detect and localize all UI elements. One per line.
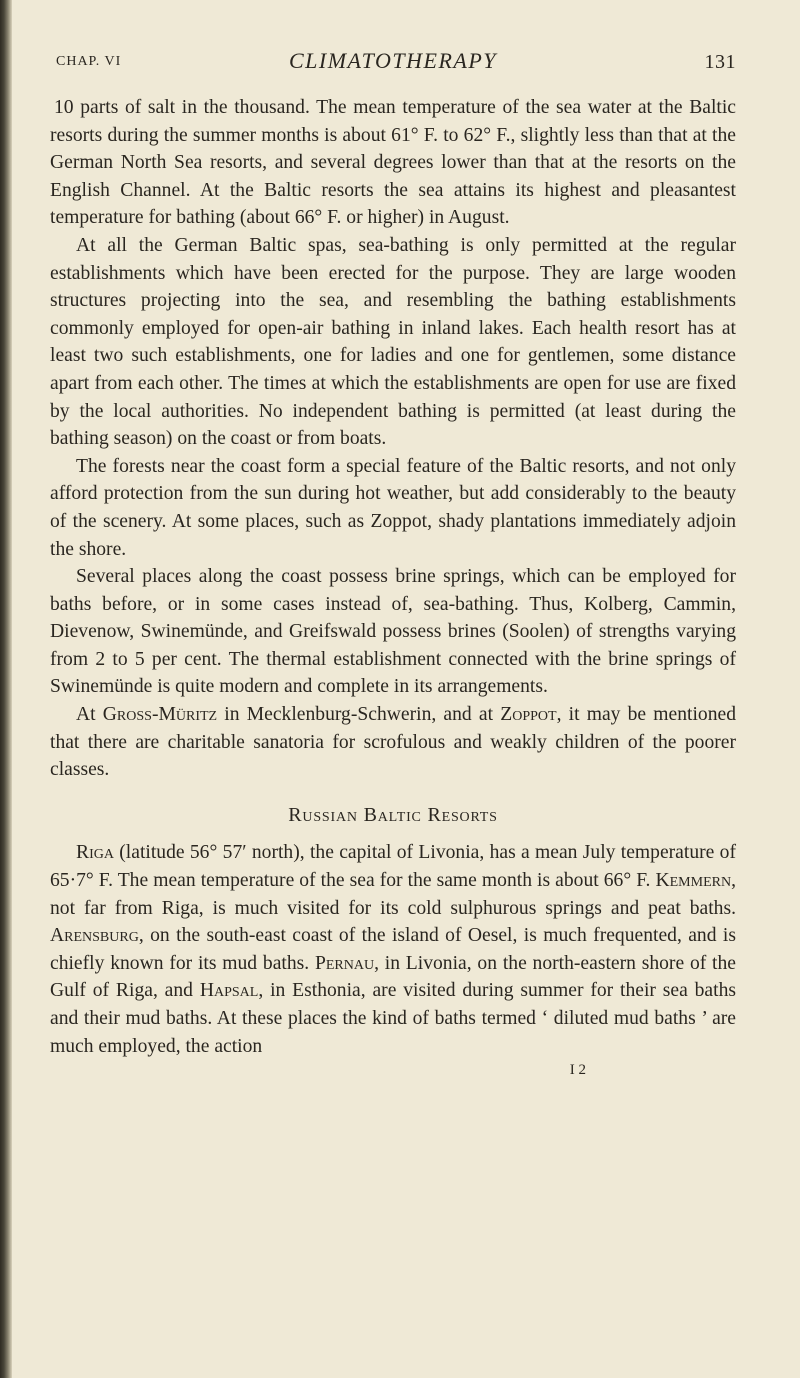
text-run: , not far from Riga, is much visited for its cold sulphurous springs and peat baths. (50, 870, 736, 919)
text-run: , it may be mentioned that there are charitable sanatoria for scrofulous and weakly children of the poorer classes. (50, 704, 736, 781)
paragraph: Several places along the coast possess brine springs, which can be employed for baths before, or in some cases instead of, sea-bathing. Thus, Kolberg, Cammin, Dievenow, Swinemünde, and Greifswald possess brines (Soolen) of strengths varying from 2 to 5 per cent. The thermal establishment connected with the brine springs of Swinemünde is quite modern and complete in its arrangements. (50, 566, 736, 698)
paragraph: At all the German Baltic spas, sea-bathing is only permitted at the regular establishments which have been erected for the purpose. They are large wooden structures projecting into the sea, and resembling the bathing establishments commonly employed for open-air bathing in inland lakes. Each health resort has at least two such establishments, one for ladies and one for gentlemen, some distance apart from each other. The times at which the establishments are open for use are fixed by the local authorities. No independent bathing is permitted (at least during the bathing season) on the coast or from boats. (50, 234, 736, 450)
signature-mark: I 2 (569, 1062, 586, 1079)
place-name: Riga (76, 842, 114, 864)
paragraph (50, 701, 736, 784)
paragraph (50, 839, 736, 1060)
text-run: in Mecklenburg-Schwerin, and at (217, 704, 501, 726)
paragraph: The forests near the coast form a special feature of the Baltic resorts, and not only afford protection from the sun during hot weather, but add considerably to the beauty of the scenery. At some places, such as Zoppot, shady plantations immediately adjoin the shore. (50, 455, 736, 560)
section-heading: Russian Baltic Resorts (288, 803, 498, 826)
place-name: Hapsal (199, 980, 259, 1002)
place-name: Zoppot (500, 704, 557, 726)
place-name: Kemmern (655, 870, 732, 892)
paragraph: 10 parts of salt in the thousand. The mean temperature of the sea water at the Baltic resorts during the summer months is about 61° F. to 62° F., slightly less than that at the German North Sea resorts, and several degrees lower than that at the resorts on the English Channel. At the Baltic resorts the sea attains its highest and pleasantest temperature for bathing (about 66° F. or higher) in August. (50, 97, 736, 229)
text-run: , on the south-east coast of the island of Oesel, is much frequented, and is chiefly known for its mud baths. (50, 925, 736, 974)
chapter-label: CHAP. VI (56, 54, 122, 69)
book-binding-edge (0, 0, 12, 1378)
place-name: Gross-Müritz (102, 704, 218, 726)
running-title: CLIMATOTHERAPY (288, 48, 498, 73)
running-header (50, 40, 736, 76)
book-page (50, 40, 736, 1080)
page-number: 131 (704, 51, 736, 73)
text-run: At (76, 704, 103, 726)
text-run: , in Livonia, on the north-eastern shore of the Gulf of Riga, and (50, 952, 736, 1002)
text-run: (latitude 56° 57′ north), the capital of Livonia, has a mean July temperature of 65·7° F. The mean temperature of the sea for the same month is about 66° F. (50, 842, 736, 892)
text-run: , in Esthonia, are visited during summer for their sea baths and their mud baths. At these places the kind of baths termed ‘ diluted mud baths ’ are much employed, the action (50, 980, 736, 1057)
place-name: Pernau (314, 952, 375, 974)
place-name: Arensburg (50, 925, 139, 947)
body-text (50, 94, 736, 1080)
